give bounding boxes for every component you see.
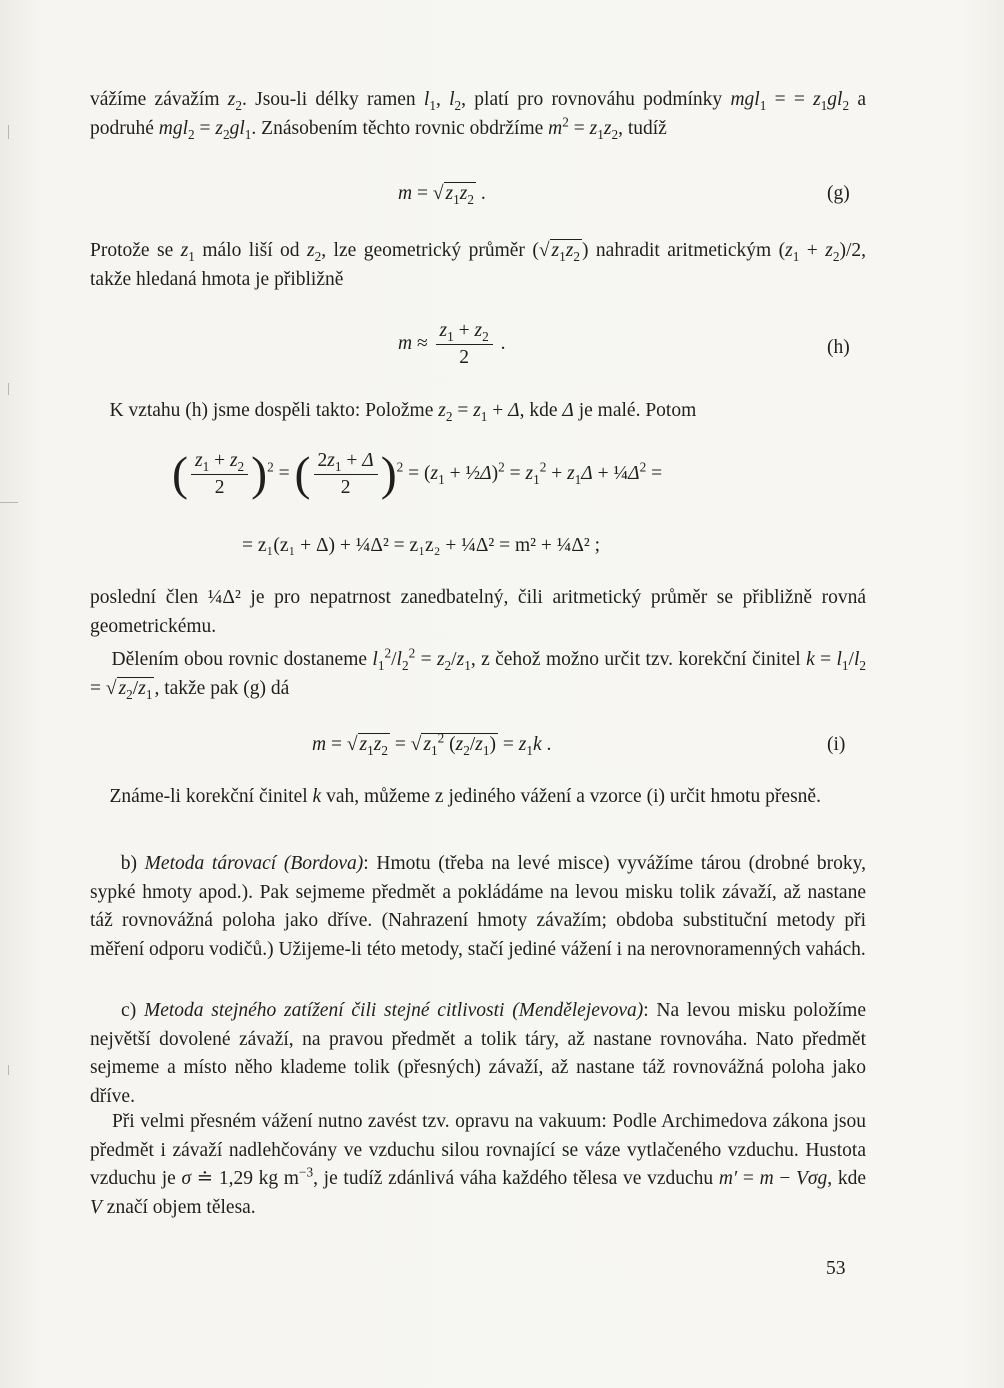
paragraph-9: Při velmi přesném vážení nutno zavést tzv. opravu na vakuum: Podle Archimedova zákona jsou předmět i závaží nadlehčovány ve vzduchu silou rovnající se váze vytlačeného vzduchu. Hustota vzduchu je σ ≐ 1,29 kg $m^{-3}$, je tudíž zdánlivá váha každého tělesa ve vzduchu m′ = m − Vσg, kde V značí objem tělesa. bbox=[90, 1111, 867, 1218]
paragraph-5: Dělením obou rovnic dostaneme $l_1^2/l_2^2 = z_2/z_1$, z čehož možno určit tzv. korekční činitel $k = l_1/l_2$ = √ $z_2/z_1$ , takže pak (g) dá bbox=[90, 645, 866, 702]
paragraph-7: b) Metoda tárovací (Bordova): Hmotu (třeba na levé misce) vyvážíme tárou (drobné broky, sypké hmoty apod.). Pak sejmeme předmět a pokládáme na levou misku tolik závaží, až nastane táž rovnovážná poloha jako dříve. (Nahrazení hmoty závažím; obdoba substituční metody při měření odporu vodičů.) Užijeme-li této metody, stačí jediné vážení i na nerovnoramenných vahách. bbox=[90, 853, 866, 960]
equation-h-label: (h) bbox=[827, 337, 850, 358]
margin-mark bbox=[0, 502, 18, 503]
paragraph-8-text: Na levou misku položíme největší dovolené závaží, na pravou předmět a tolik táry, až nastane rovnováha. Nato předmět sejmeme a místo něho klademe tolik (přesných) závaží, až nastane táž rovnovážná poloha jako dříve. bbox=[90, 1000, 866, 1107]
derivation-line-2-body: = z₁(z₁ + Δ) + ¼Δ² = z₁z₂ + ¼Δ² = m² + ¼Δ² ; bbox=[242, 535, 601, 556]
margin-mark bbox=[8, 383, 9, 395]
equation-g-body: m = √ $z_1z_2$ . bbox=[398, 183, 486, 207]
page-number: 53 bbox=[826, 1258, 846, 1279]
equation-i-body: m = √ $z_1z_2$ = √ $z_1^2$ $(z_2/z_1) = z_1k$ . bbox=[312, 730, 552, 758]
margin-mark bbox=[8, 1065, 9, 1075]
equation-g-label: (g) bbox=[827, 183, 850, 204]
paragraph-6: Známe-li korekční činitel k vah, můžeme z jediného vážení a vzorce (i) určit hmotu přesně. bbox=[90, 786, 821, 807]
paragraph-7-text: Hmotu (třeba na levé misce) vyvážíme tárou (drobné broky, sypké hmoty apod.). Pak sejmeme předmět a pokládáme na levou misku tolik závaží, až nastane táž rovnovážná poloha jako dříve. (Nahrazení hmoty závažím; obdoba substituční metody při měření odporu vodičů.) Užijeme-li této metody, stačí jediné vážení i na nerovnoramenných vahách. bbox=[90, 853, 866, 960]
paragraph-8: c) Metoda stejného zatížení čili stejné citlivosti (Mendělejevova): Na levou misku položíme největší dovolené závaží, na pravou předmět a tolik táry, až nastane rovnováha. Nato předmět sejmeme a místo něho klademe tolik (přesných) závaží, až nastane táž rovnovážná poloha jako dříve. bbox=[90, 1000, 866, 1107]
equation-i-label: (i) bbox=[827, 734, 846, 755]
paragraph-2: Protože se $z_1$ málo liší od $z_2$, lze geometrický průměr (√ $z_1z_2$ ) nahradit aritmetickým $(z_1 + z_2)/2$, takže hledaná hmota je přibližně bbox=[90, 240, 866, 290]
paragraph-1: vážíme závažím $z_2$. Jsou-li délky ramen $l_1$, $l_2$, platí pro rovnováhu podmínky mgl$_1$ = = $z_1gl_2$ a podruhé $mgl_2 = z_2gl_1$. Znásobením těchto rovnic obdržíme $m^2 = z_1z_2$, tudíž bbox=[90, 89, 867, 142]
paragraph-4: poslední člen ¼Δ² je pro nepatrnost zanedbatelný, čili aritmetický průměr se přibližně rovná geometrickému. bbox=[90, 587, 866, 637]
derivation-line-1-body: ( $\frac{z_1 + z_2}{2}$ )$^2$ = ( $\frac{2z_1 + \Delta}{2}$ )$^2 = (z_1$ + ½Δ)$^2$ = $z_1^2 + z_1\Delta$ + $\frac{1}{4}\Delta^2$ = bbox=[172, 447, 663, 501]
equation-h-body: m ≈ $\frac{z_1 + z_2}{2}$ . bbox=[398, 320, 506, 368]
paragraph-3: K vztahu (h) jsme dospěli takto: Položme $z_2 = z_1 + \Delta$, kde Δ je malé. Potom bbox=[90, 400, 697, 424]
margin-mark bbox=[8, 125, 9, 139]
